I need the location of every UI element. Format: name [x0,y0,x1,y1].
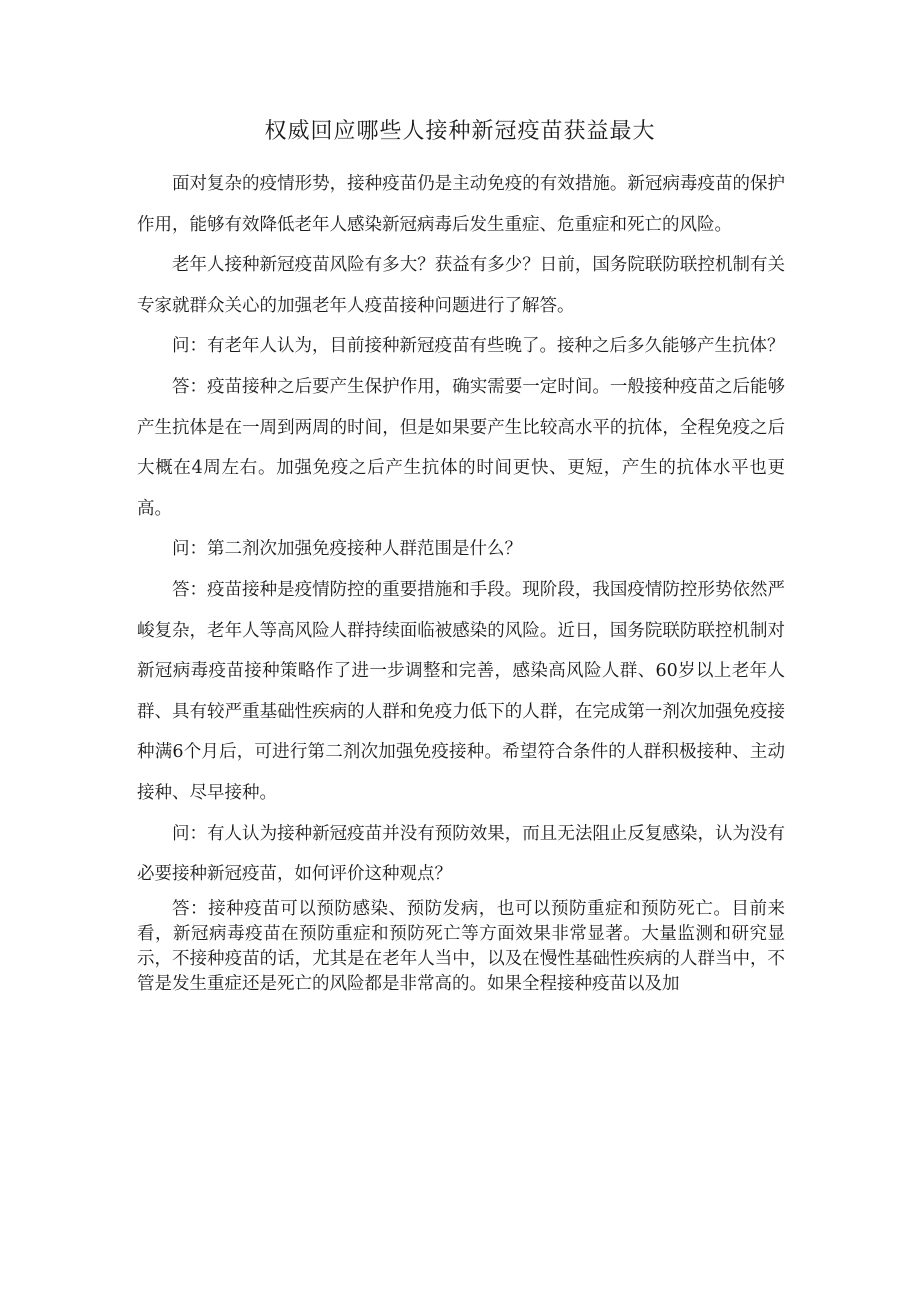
document-body [137,164,785,997]
paragraph-question-3: 问：有人认为接种新冠疫苗并没有预防效果，而且无法阻止反复感染，认为没有必要接种新冠疫苗，如何评价这种观点？ [137,823,785,885]
paragraph-question-1: 问：有老年人认为，目前接种新冠疫苗有些晚了。接种之后多久能够产生抗体？ [172,336,785,357]
document-title: 权威回应哪些人接种新冠疫苗获益最大 [264,119,656,144]
paragraph-answer-1: 答：疫苗接种之后要产生保护作用，确实需要一定时间。一般接种疫苗之后能够产生抗体是在一周到两周的时间，但是如果要产生比较高水平的抗体，全程免疫之后大概在4周左右。加强免疫之后产生抗体的时间更快、更短，产生的抗体水平也更高。 [137,376,785,519]
paragraph-answer-3: 答：接种疫苗可以预防感染、预防发病，也可以预防重症和预防死亡。目前来看，新冠病毒疫苗在预防重症和预防死亡等方面效果非常显著。大量监测和研究显示，不接种疫苗的话，尤其是在老年人当中，以及在慢性基础性疾病的人群当中，不管是发生重症还是死亡的风险都是非常高的。如果全程接种疫苗以及加 [137,898,785,994]
paragraph-intro: 面对复杂的疫情形势，接种疫苗仍是主动免疫的有效措施。新冠病毒疫苗的保护作用，能够有效降低老年人感染新冠病毒后发生重症、危重症和死亡的风险。 [137,174,785,235]
paragraph-overview: 老年人接种新冠疫苗风险有多大？获益有多少？日前，国务院联防联控机制有关专家就群众关心的加强老年人疫苗接种问题进行了解答。 [137,255,785,316]
paragraph-question-2: 问：第二剂次加强免疫接种人群范围是什么？ [172,539,522,560]
paragraph-answer-2: 答：疫苗接种是疫情防控的重要措施和手段。现阶段，我国疫情防控形势依然严峻复杂，老年人等高风险人群持续面临被感染的风险。近日，国务院联防联控机制对新冠病毒疫苗接种策略作了进一步调整和完善，感染高风险人群、60岁以上老年人群、具有较严重基础性疾病的人群和免疫力低下的人群，在完成第一剂次加强免疫接种满6个月后，可进行第二剂次加强免疫接种。希望符合条件的人群积极接种、主动接种、尽早接种。 [137,579,785,803]
